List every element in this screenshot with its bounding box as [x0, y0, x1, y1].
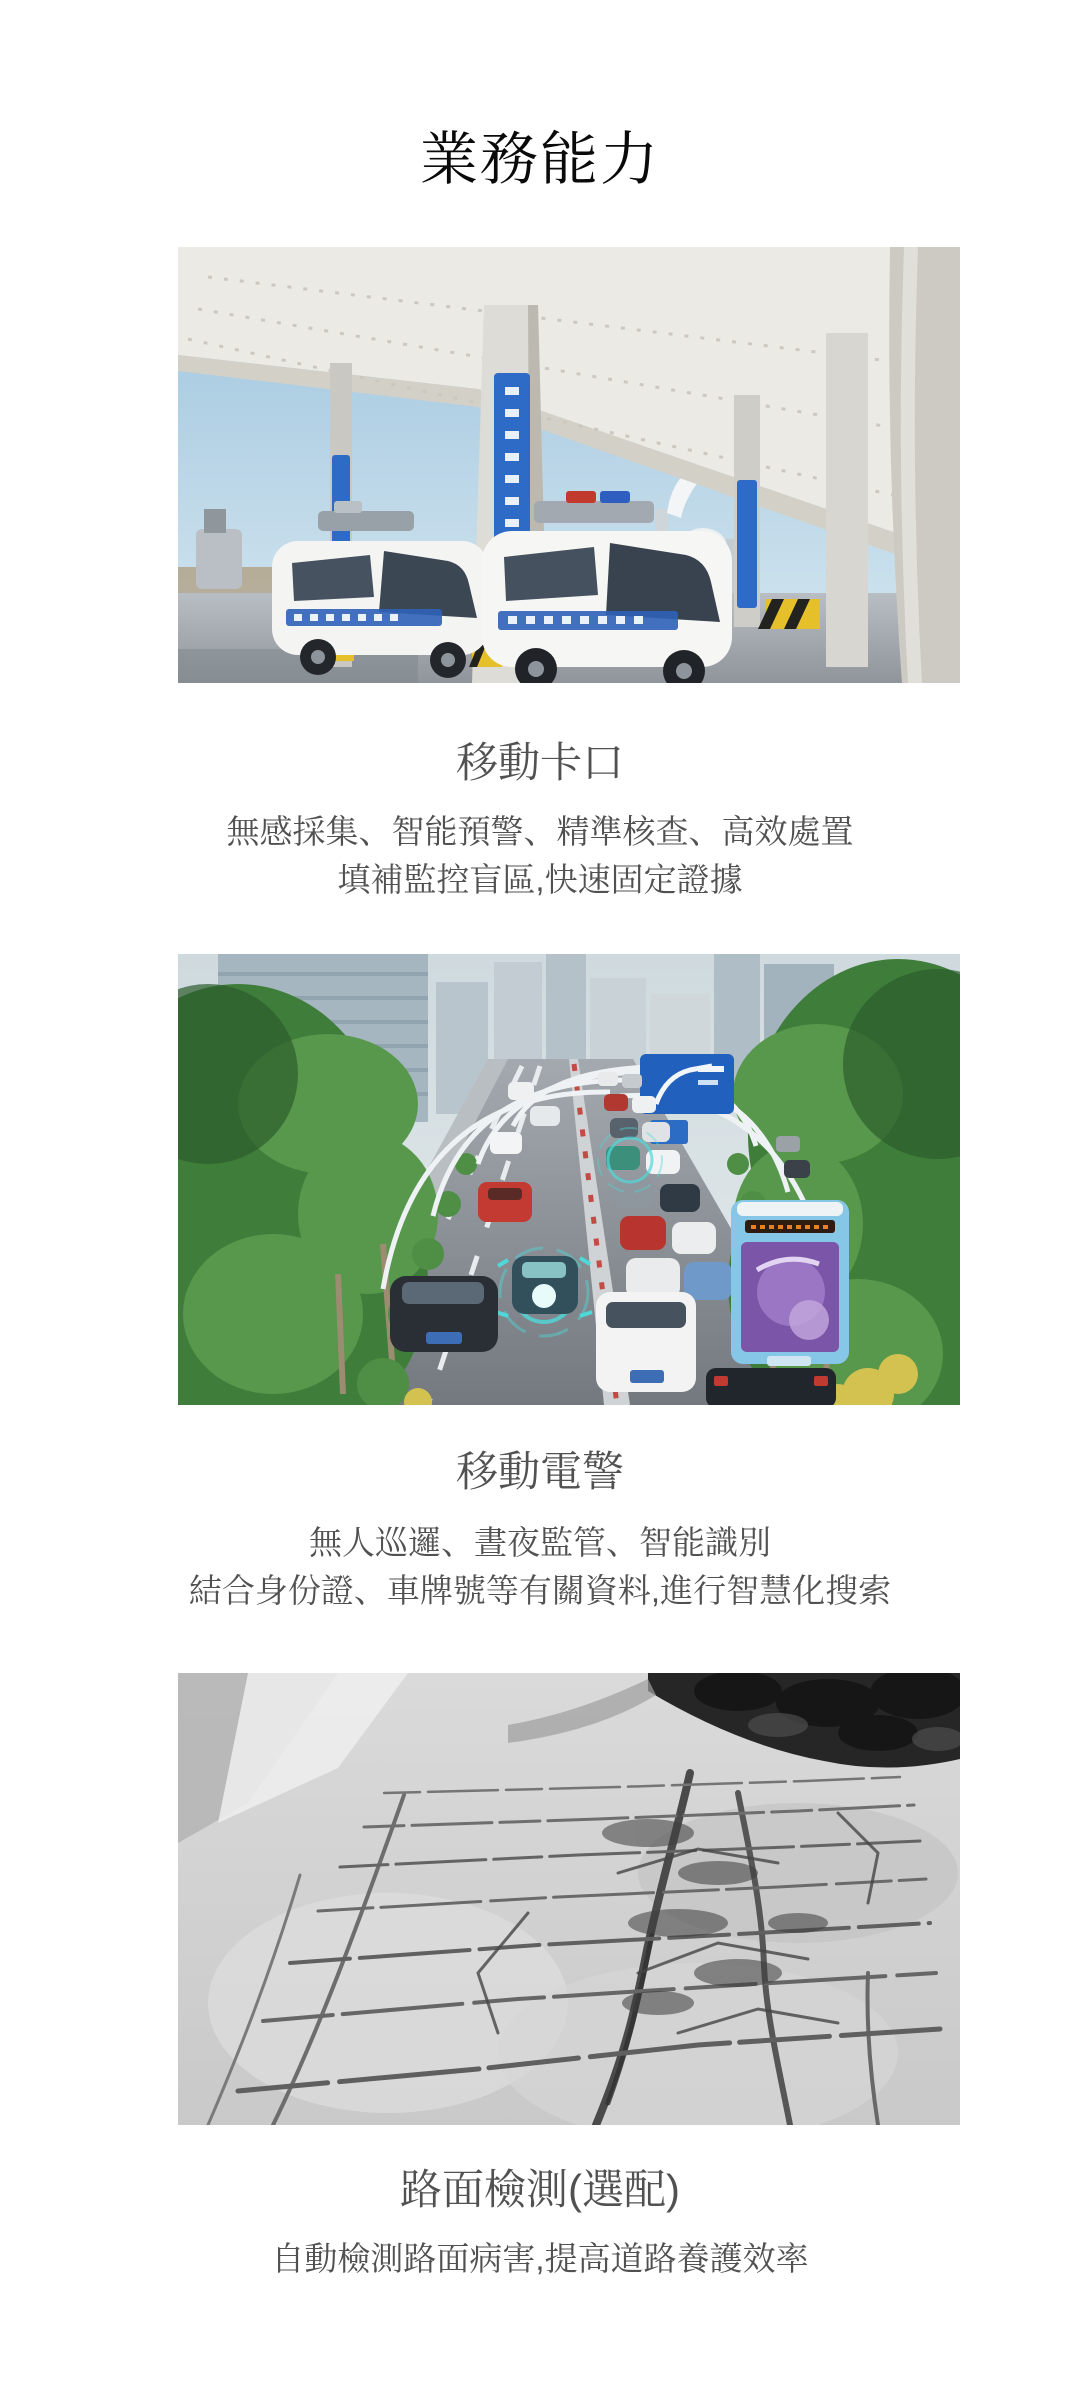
section-heading-mobile-e-police: 移動電警	[455, 1448, 624, 1495]
checkpoint-photo-illustration	[178, 247, 960, 683]
desc-line: 無人巡邏、晝夜監管、智能識別	[309, 1524, 771, 1561]
section-desc-mobile-e-police	[0, 1519, 1080, 1615]
page-title: 業務能力	[419, 127, 660, 192]
section-heading-mobile-checkpoint: 移動卡口	[455, 739, 624, 786]
e-police-photo	[178, 954, 960, 1405]
desc-line: 自動檢測路面病害,提高道路養護效率	[271, 2240, 809, 2277]
checkpoint-photo	[178, 247, 960, 683]
desc-line: 填補監控盲區,快速固定證據	[337, 861, 743, 898]
e-police-photo-illustration	[178, 954, 960, 1405]
section-heading-road-detection: 路面檢測(選配)	[400, 2166, 680, 2213]
desc-line: 結合身份證、車牌號等有關資料,進行智慧化搜索	[188, 1572, 892, 1609]
desc-line: 無感採集、智能預警、精準核查、高效處置	[226, 813, 854, 850]
road-detection-photo-illustration	[178, 1673, 960, 2125]
section-desc-mobile-checkpoint	[0, 808, 1080, 904]
section-desc-road-detection	[0, 2235, 1080, 2283]
road-detection-photo	[178, 1673, 960, 2125]
